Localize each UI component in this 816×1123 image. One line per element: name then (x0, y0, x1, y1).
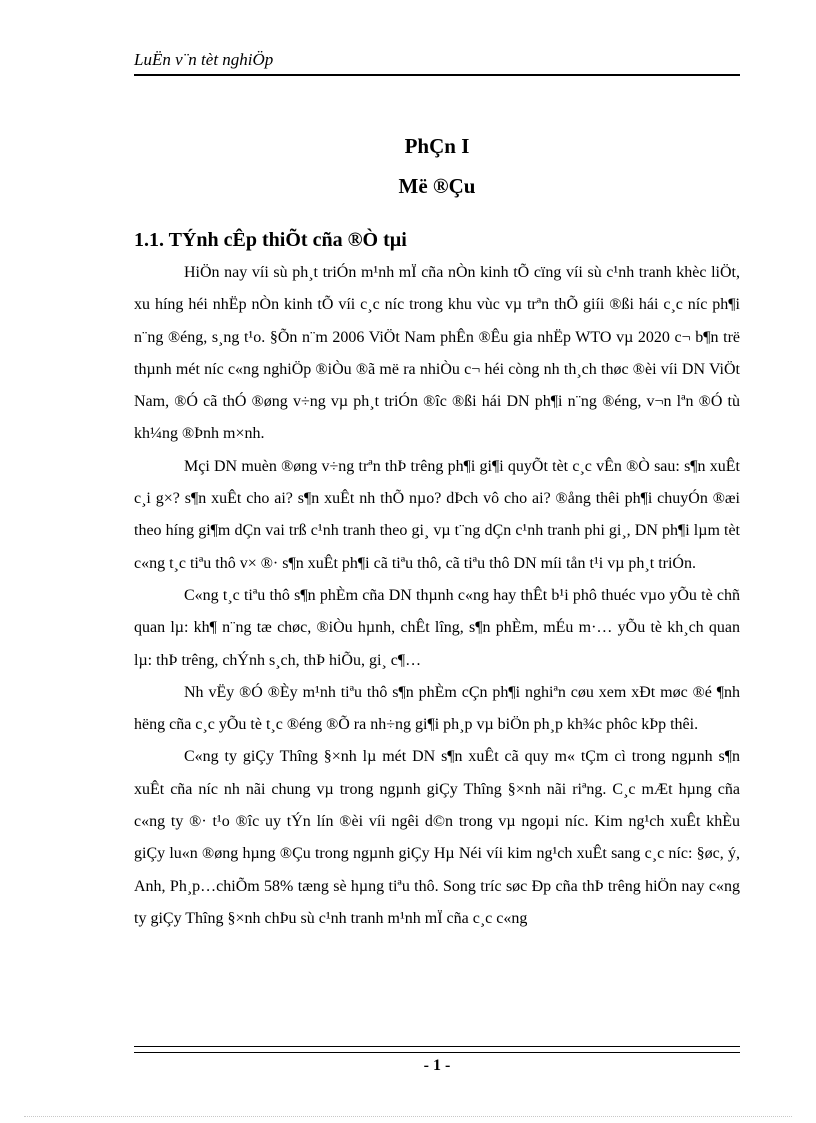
paragraph: C«ng t¸c tiªu thô s¶n phÈm cña DN thµnh c«ng hay thÊt b¹i phô thuéc vµo yÕu tè chñ quan lµ: kh¶ n¨ng tæ chøc, ®iÒu hµnh, chÊt lîng, s¶n phÈm, mÉu m·… yÕu tè kh¸ch quan lµ: thÞ trêng, chÝnh s¸ch, thÞ hiÕu, gi¸ c¶… (134, 586, 740, 669)
running-header: LuËn v¨n tèt nghiÖp (134, 50, 740, 76)
part-subtitle: Më ®Çu (398, 174, 476, 198)
paragraph: C«ng ty giÇy Thîng §×nh lµ mét DN s¶n xuÊt cã quy m« tÇm cì trong ngµnh s¶n xuÊt cña níc nh nãi chung vµ trong ngµnh giÇy Thîng §×nh nãi riªng. C¸c mÆt hµng cña c«ng ty ®· t¹o ®îc uy tÝn lín ®èi víi ngêi d©n trong vµ ngoµi níc. Kim ng¹ch xuÊt khÈu giÇy lu«n ®øng hµng ®Çu trong ngµnh giÇy Hµ Néi víi kim ng¹ch xuÊt sang c¸c níc: §øc, ý, Anh, Ph¸p…chiÕm 58% tæng sè hµng tiªu thô. Song tríc søc Ðp cña thÞ trêng hiÖn nay c«ng ty giÇy Thîng §×nh chÞu sù c¹nh tranh m¹nh mÏ cña c¸c c«ng (134, 748, 740, 927)
section-heading: 1.1. TÝnh cÊp thiÕt cña ®Ò tµi (134, 229, 407, 251)
footer-rule (134, 1046, 740, 1053)
paragraph: Mçi DN muèn ®øng v÷ng trªn thÞ trêng ph¶i gi¶i quyÕt tèt c¸c vÊn ®Ò sau: s¶n xuÊt c¸i g×? s¶n xuÊt cho ai? s¶n xuÊt nh thÕ nµo? dÞch vô cho ai? ®ång thêi ph¶i chuyÓn ®æi theo híng gi¶m dÇn vai trß c¹nh tranh theo gi¸ vµ t¨ng dÇn c¹nh tranh phi gi¸, DN ph¶i lµm tèt c«ng t¸c tiªu thô v× ®· s¶n xuÊt ph¶i cã tiªu thô, cã tiªu thô DN míi tån t¹i vµ ph¸t triÓn. (134, 457, 740, 572)
paragraph: HiÖn nay víi sù ph¸t triÓn m¹nh mÏ cña nÒn kinh tÕ cïng víi sù c¹nh tranh khèc liÖt, xu híng héi nhËp nÒn kinh tÕ víi c¸c níc trong khu vùc vµ trªn thÕ giíi ®ßi hái c¸c níc ph¶i n¨ng ®éng, s¸ng t¹o. §Õn n¨m 2006 ViÖt Nam phÊn ®Êu gia nhËp WTO vµ 2020 c¬ b¶n trë thµnh mét níc c«ng nghiÖp ®iÒu ®ã më ra nhiÒu c¬ héi còng nh th¸ch thøc ®èi víi DN ViÖt Nam, ®Ó cã thÓ ®øng v÷ng vµ ph¸t triÓn ®îc ®ßi hái DN ph¶i n¨ng ®éng, v¬n lªn ®Ó tù kh¼ng ®Þnh m×nh. (134, 264, 740, 443)
page-number: - 1 - (423, 1057, 451, 1074)
body-text (134, 257, 740, 935)
page-edge-divider (24, 1116, 792, 1117)
paragraph: Nh vËy ®Ó ®Èy m¹nh tiªu thô s¶n phÈm cÇn ph¶i nghiªn cøu xem xÐt møc ®é ¶nh hëng cña c¸c yÕu tè t¸c ®éng ®Õ ra nh÷ng gi¶i ph¸p vµ biÖn ph¸p kh¾c phôc kÞp thêi. (134, 683, 740, 734)
part-title: PhÇn I (404, 134, 470, 158)
